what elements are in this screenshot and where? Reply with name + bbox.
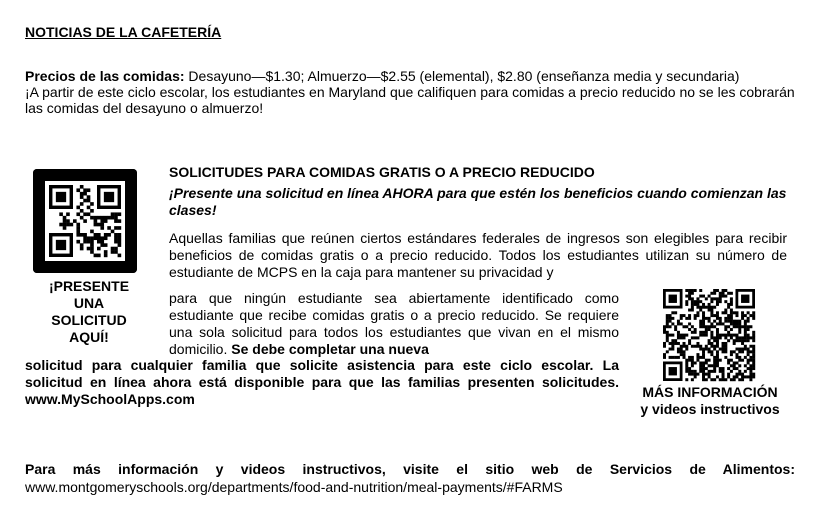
prices-text: Desayuno—$1.30; Almuerzo—$2.55 (elemental), $2.80 (enseñanza media y secundaria) bbox=[184, 68, 740, 84]
qr-info-caption: MÁS INFORMACIÓN y videos instructivos bbox=[640, 384, 780, 417]
section-title: SOLICITUDES PARA COMIDAS GRATIS O A PRECIO REDUCIDO bbox=[169, 164, 595, 180]
section-paragraph-2 bbox=[169, 290, 619, 358]
prices-label: Precios de las comidas: bbox=[25, 68, 185, 84]
reduced-price-notice: ¡A partir de este ciclo escolar, los estudiantes en Maryland que califiquen para comidas a precio reducido no se les cobrarán las comidas del desayuno o almuerzo! bbox=[25, 84, 795, 116]
qr-code-apply-icon[interactable] bbox=[33, 169, 137, 273]
qr-code-info-icon[interactable] bbox=[661, 287, 757, 383]
footer-info-text: Para más información y videos instructivos, visite el sitio web de Servicios de Alimentos: bbox=[25, 461, 795, 477]
paragraph-2-bold: Se debe completar una nueva bbox=[227, 341, 429, 357]
paragraph-2-text: para que ningún estudiante sea abiertamente identificado como estudiante que recibe comidas gratis o a precio reducido. Se requiere una sola solicitud para todos los estudiantes que vivan en el mismo domicilio. bbox=[169, 290, 619, 357]
qr-apply-caption: ¡PRESENTE UNA SOLICITUD AQUÍ! bbox=[48, 278, 130, 345]
footer bbox=[25, 460, 795, 496]
section-paragraph-3: solicitud para cualquier familia que solicite asistencia para este ciclo escolar. La solicitud en línea ahora está disponible para que las familias presenten solicitudes. www.MySchoolApps.com bbox=[25, 357, 619, 407]
page-title: NOTICIAS DE LA CAFETERÍA bbox=[25, 24, 222, 40]
meal-prices bbox=[25, 68, 795, 116]
section-subtitle: ¡Presente una solicitud en línea AHORA para que estén los beneficios cuando comienzan las clases! bbox=[169, 185, 787, 218]
section-paragraph-1: Aquellas familias que reúnen ciertos estándares federales de ingresos son elegibles para recibir beneficios de comidas gratis o a precio reducido. Todos los estudiantes utilizan su número de estudiante de MCPS en la caja para mantener su privacidad y bbox=[169, 230, 787, 280]
footer-url-link[interactable]: www.montgomeryschools.org/departments/food-and-nutrition/meal-payments/#FARMS bbox=[25, 479, 563, 495]
